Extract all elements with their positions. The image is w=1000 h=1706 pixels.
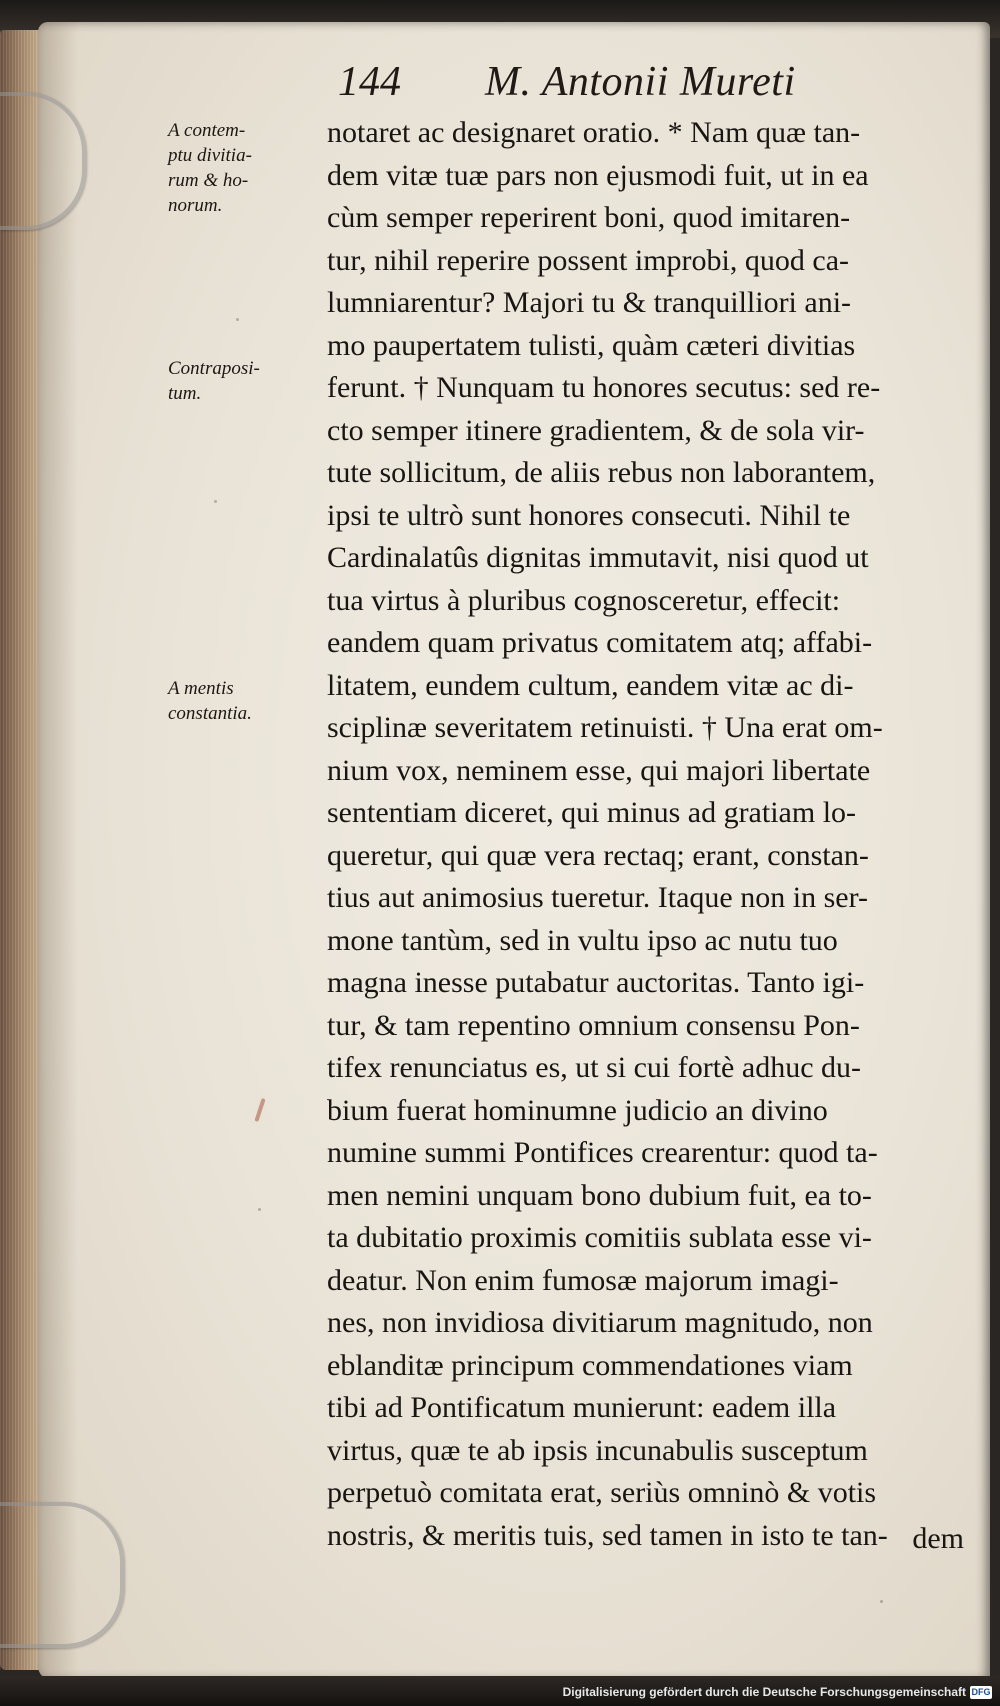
text-line: tifex renunciatus es, ut si cui fortè adhuc du- [327, 1051, 861, 1084]
text-line: dem vitæ tuæ pars non ejusmodi fuit, ut in ea [327, 158, 869, 192]
text-line: tibi ad Pontificatum munierunt: eadem illa [327, 1391, 837, 1424]
dfg-logo: DFG [971, 1686, 991, 1697]
margin-note [168, 118, 318, 218]
margin-note-line: norum. [168, 195, 223, 216]
margin-note-line: constantia. [168, 703, 252, 724]
margin-note-line: Contraposi- [168, 358, 260, 379]
text-line: lumniarentur? Majori tu & tranquilliori ani- [327, 286, 852, 319]
running-title: M. Antonii Mureti [485, 59, 796, 105]
text-line: mo paupertatem tulisti, quàm cæteri divitias [327, 328, 856, 362]
text-line: sententiam diceret, qui minus ad gratiam lo- [327, 796, 857, 829]
text-line: eblanditæ principum commendationes viam [327, 1348, 853, 1382]
margin-note-line: A mentis [168, 678, 234, 699]
page-number: 144 [338, 59, 401, 105]
text-line: ferunt. † Nunquam tu honores secutus: sed re- [327, 371, 881, 404]
text-line: numine summi Pontifices crearentur: quod ta- [327, 1136, 878, 1169]
text-line: tute sollicitum, de aliis rebus non laborantem, [327, 456, 876, 489]
credit-text: Digitalisierung gefördert durch die Deutsche Forschungsgemeinschaft [562, 1685, 966, 1699]
margin-note-line: A contem- [168, 120, 246, 141]
text-line: sciplinæ severitatem retinuisti. † Una erat om- [327, 711, 883, 744]
catchword: dem [912, 1522, 964, 1555]
text-line: bium fuerat hominumne judicio an divino [327, 1093, 828, 1127]
body-text [327, 112, 967, 1622]
text-line: nes, non invidiosa divitiarum magnitudo, non [327, 1306, 873, 1339]
text-line: tua virtus à pluribus cognosceretur, effecit: [327, 583, 841, 617]
text-line: nium vox, neminem esse, qui majori libertate [327, 753, 871, 787]
margin-notes [168, 0, 318, 1706]
text-line: deatur. Non enim fumosæ majorum imagi- [327, 1263, 839, 1297]
text-line: queretur, qui quæ vera rectaq; erant, constan- [327, 838, 869, 872]
text-line: eandem quam privatus comitatem atq; affabi- [327, 626, 873, 659]
page-clip-bottom [0, 1502, 124, 1648]
text-line: nostris, & meritis tuis, sed tamen in isto te tan- [327, 1518, 888, 1552]
margin-note-line: rum & ho- [168, 170, 249, 191]
text-line: litatem, eundem cultum, eandem vitæ ac di- [327, 668, 854, 702]
margin-note [168, 356, 318, 406]
text-line: Cardinalatûs dignitas immutavit, nisi quod ut [327, 541, 869, 574]
text-line: cto semper itinere gradientem, & de sola vir- [327, 413, 865, 447]
text-line: men nemini unquam bono dubium fuit, ea to- [327, 1178, 872, 1212]
text-line: magna inesse putabatur auctoritas. Tanto igi- [327, 966, 865, 999]
text-line: virtus, quæ te ab ipsis incunabulis susceptum [327, 1433, 868, 1467]
text-line: ipsi te ultrò sunt honores consecuti. Nihil te [327, 498, 851, 532]
margin-note-line: ptu divitia- [168, 145, 252, 166]
text-line: perpetuò comitata erat, seriùs omninò & votis [327, 1476, 877, 1509]
text-line: tur, & tam repentino omnium consensu Pon- [327, 1008, 860, 1042]
text-line: mone tantùm, sed in vultu ipso ac nutu tuo [327, 923, 838, 957]
digitization-credit [563, 1684, 992, 1700]
text-line: tius aut animosius tueretur. Itaque non in ser- [327, 881, 868, 914]
text-line: notaret ac designaret oratio. * Nam quæ tan- [327, 116, 861, 149]
text-line: tur, nihil reperire possent improbi, quod ca- [327, 243, 849, 277]
text-line: cùm semper reperirent boni, quod imitaren- [327, 201, 851, 234]
page-header [330, 54, 900, 106]
margin-note [168, 676, 318, 726]
text-line: ta dubitatio proximis comitiis sublata esse vi- [327, 1221, 872, 1254]
margin-note-line: tum. [168, 383, 202, 404]
